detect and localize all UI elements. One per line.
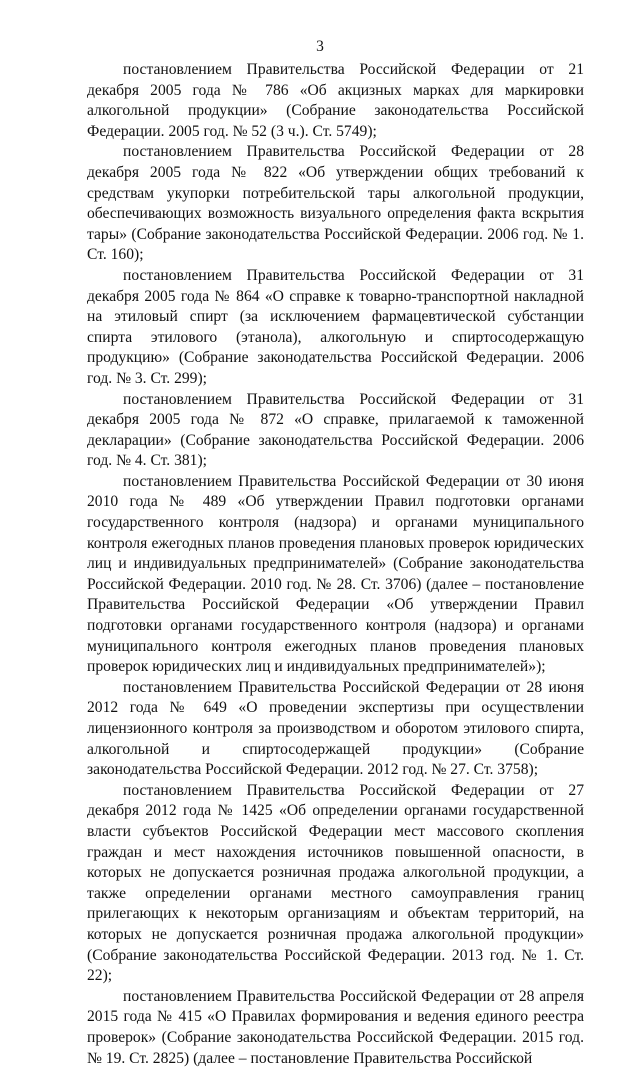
paragraph-5: постановлением Правительства Российской Федерации от 30 июня 2010 года № 489 «Об утверждении Правил подготовки органами государственного контроля (надзора) и органами муниципального контроля ежегодных планов проведения плановых проверок юридических лиц и индивидуальных предпринимателей» (Собрание законодательства Российской Федерации. 2010 год. № 28. Ст. 3706) (далее – постановление Правительства Российской Федерации «Об утверждении Правил подготовки органами государственного контроля (надзора) и органами муниципального контроля ежегодных планов проведения плановых проверок юридических лиц и индивидуальных предпринимателей»);: [87, 472, 584, 676]
paragraph-2: постановлением Правительства Российской Федерации от 28 декабря 2005 года № 822 «Об утверждении общих требований к средствам укупорки потребительской тары алкогольной продукции, обеспечивающих возможность визуального определения факта вскрытия тары» (Собрание законодательства Российской Федерации. 2006 год. № 1. Ст. 160);: [87, 143, 584, 264]
paragraph-8: постановлением Правительства Российской Федерации от 28 апреля 2015 года № 415 «О Правилах формирования и ведения единого реестра проверок» (Собрание законодательства Российской Федерации. 2015 год. № 19. Ст. 2825) (далее – постановление Правительства Российской: [87, 987, 584, 1067]
paragraph-6: постановлением Правительства Российской Федерации от 28 июня 2012 года № 649 «О проведении экспертизы при осуществлении лицензионного контроля за производством и оборотом этилового спирта, алкогольной и спиртосодержащей продукции» (Собрание законодательства Российской Федерации. 2012 год. № 27. Ст. 3758);: [87, 678, 584, 779]
page-number: 3: [316, 38, 324, 55]
paragraph-7: постановлением Правительства Российской Федерации от 27 декабря 2012 года № 1425 «Об определении органами государственной власти субъектов Российской Федерации мест массового скопления граждан и мест нахождения источников повышенной опасности, в которых не допускается розничная продажа алкогольной продукции, а также определении органами местного самоуправления границ прилегающих к некоторым организациям и объектам территорий, на которых не допускается розничная продажа алкогольной продукции» (Собрание законодательства Российской Федерации. 2013 год. № 1. Ст. 22);: [87, 781, 584, 985]
paragraph-3: постановлением Правительства Российской Федерации от 31 декабря 2005 года № 864 «О справке к товарно-транспортной накладной на этиловый спирт (за исключением фармацевтической субстанции спирта этилового (этанола), алкогольную и спиртосодержащую продукцию» (Собрание законодательства Российской Федерации. 2006 год. № 3. Ст. 299);: [87, 266, 584, 387]
document-body: [87, 60, 584, 1069]
paragraph-4: постановлением Правительства Российской Федерации от 31 декабря 2005 года № 872 «О справке, прилагаемой к таможенной декларации» (Собрание законодательства Российской Федерации. 2006 год. № 4. Ст. 381);: [87, 390, 584, 470]
paragraph-1: постановлением Правительства Российской Федерации от 21 декабря 2005 года № 786 «Об акцизных марках для маркировки алкогольной продукции» (Собрание законодательства Российской Федерации. 2005 год. № 52 (3 ч.). Ст. 5749);: [87, 61, 584, 140]
